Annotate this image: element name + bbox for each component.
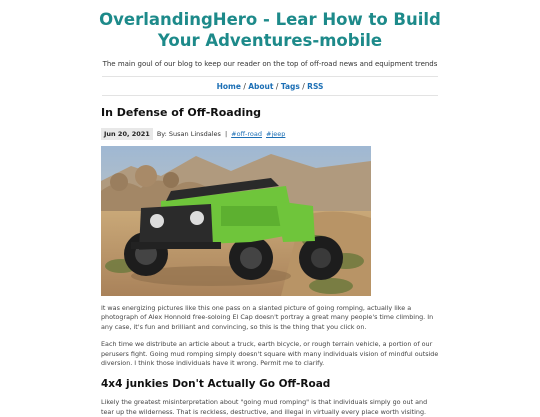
post-paragraph: Likely the greatest misinterpretation about "going mud romping" is that individuals simply go out and tear up the wilderness. That is reckless, destructive, and illegal in virtually every place worth visiting. — [101, 398, 428, 416]
post-meta — [101, 128, 439, 140]
nav-separator: / — [243, 82, 246, 91]
nav-divider — [102, 95, 438, 96]
nav-link-tags[interactable]: Tags — [280, 82, 300, 91]
nav-link-rss[interactable]: RSS — [307, 82, 324, 91]
section-heading: 4x4 junkies Don't Actually Go Off-Road — [101, 378, 331, 391]
site-title[interactable] — [0, 0, 540, 51]
post-paragraph: It was energizing pictures like this one pass on a slanted picture of going romping, actually like a photograph of Alex Honnold free-soloing El Cap doesn't portray a great many people's time climbing. In any case, it's fun and brilliant and convincing, so this is the thing that you click on. — [101, 304, 434, 331]
site-tagline: The main goul of our blog to keep our reader on the top of off-road news and equipment trends — [102, 60, 438, 68]
nav-link-home[interactable]: Home — [216, 82, 241, 91]
tag-link-off-road[interactable]: #off-road — [231, 130, 263, 138]
nav-link-about[interactable]: About — [248, 82, 274, 91]
post-paragraph: Each time we distribute an article about a truck, earth bicycle, or rough terrain vehicle, a portion of our perusers fight. Going mud romping simply doesn't square with many individuals vision of mindful outside diversion. I think those individuals have it wrong. Permit me to clarify. — [101, 340, 439, 368]
site-title-line-2[interactable]: Your Adventures-mobile — [157, 31, 383, 50]
tag-link-jeep[interactable]: #jeep — [266, 130, 286, 138]
main-nav — [0, 77, 540, 95]
post-content — [101, 106, 439, 417]
nav-separator: / — [275, 82, 279, 91]
nav-separator: / — [302, 82, 305, 91]
site-title-line-1[interactable]: OverlandingHero - Lear How to Build — [99, 10, 441, 29]
post-date-badge: Jun 20, 2021 — [101, 128, 153, 140]
post-hero-image — [101, 146, 371, 296]
post-author: By: Susan Linsdales — [156, 130, 221, 138]
post-title: In Defense of Off-Roading — [101, 106, 262, 119]
meta-divider: | — [224, 130, 228, 138]
